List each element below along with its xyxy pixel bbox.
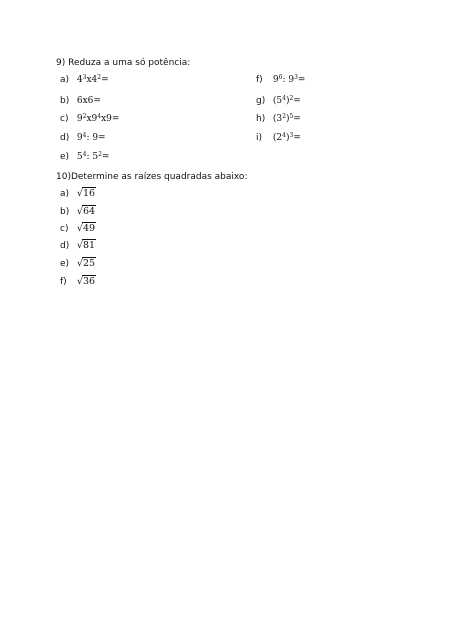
item-label: a) bbox=[60, 75, 70, 85]
item-label: b) bbox=[60, 207, 70, 217]
q9-item-h bbox=[256, 113, 301, 125]
q10-item-d bbox=[60, 240, 96, 252]
item-label: e) bbox=[60, 259, 70, 269]
q10-item-e bbox=[60, 258, 96, 270]
item-label: h) bbox=[256, 114, 266, 124]
item-label: c) bbox=[60, 224, 69, 234]
q10-item-a bbox=[60, 188, 96, 200]
expression: $(2^4)^3=$ bbox=[272, 132, 301, 143]
q9-item-b bbox=[60, 95, 101, 107]
expression: $(3^2)^5=$ bbox=[272, 113, 301, 124]
q10-item-f bbox=[60, 276, 96, 288]
question-9-number: 9) bbox=[56, 58, 66, 68]
question-9-text: Reduza a uma só potência: bbox=[68, 58, 191, 68]
item-label: f) bbox=[60, 277, 67, 287]
item-label: f) bbox=[256, 75, 263, 85]
q9-item-i bbox=[256, 132, 301, 144]
q9-item-g bbox=[256, 95, 301, 107]
expression: $5^4$: $5^2=$ bbox=[76, 151, 110, 162]
expression: $4^3x4^2=$ bbox=[76, 74, 109, 85]
item-label: e) bbox=[60, 152, 70, 162]
item-label: a) bbox=[60, 189, 70, 199]
square-root-expression: √64 bbox=[76, 206, 96, 217]
q9-item-d bbox=[60, 132, 106, 144]
expression: $9^4$: 9= bbox=[76, 132, 106, 143]
q9-item-c bbox=[60, 113, 119, 125]
item-label: d) bbox=[60, 241, 70, 251]
q10-item-b bbox=[60, 206, 96, 218]
square-root-expression: √25 bbox=[76, 258, 96, 269]
square-root-expression: √16 bbox=[76, 188, 96, 199]
item-label: b) bbox=[60, 96, 70, 106]
expression: $9^6$: $9^3=$ bbox=[272, 74, 306, 85]
expression: $9^2x9^4x9=$ bbox=[76, 113, 120, 124]
q10-item-c bbox=[60, 223, 96, 235]
question-9-title bbox=[56, 57, 190, 69]
item-label: i) bbox=[256, 133, 263, 143]
item-label: c) bbox=[60, 114, 69, 124]
square-root-expression: √49 bbox=[76, 223, 96, 234]
square-root-expression: √81 bbox=[76, 240, 96, 251]
expression: 6x6= bbox=[76, 96, 101, 106]
expression: $(5^4)^2=$ bbox=[272, 95, 301, 106]
q9-item-e bbox=[60, 151, 109, 163]
item-label: g) bbox=[256, 96, 266, 106]
q9-item-f bbox=[256, 74, 305, 86]
question-10-title bbox=[56, 171, 247, 183]
item-label: d) bbox=[60, 133, 70, 143]
square-root-expression: √36 bbox=[76, 276, 96, 287]
q9-item-a bbox=[60, 74, 109, 86]
question-10-text: Determine as raízes quadradas abaixo: bbox=[70, 172, 248, 182]
question-10-number: 10) bbox=[56, 172, 71, 182]
